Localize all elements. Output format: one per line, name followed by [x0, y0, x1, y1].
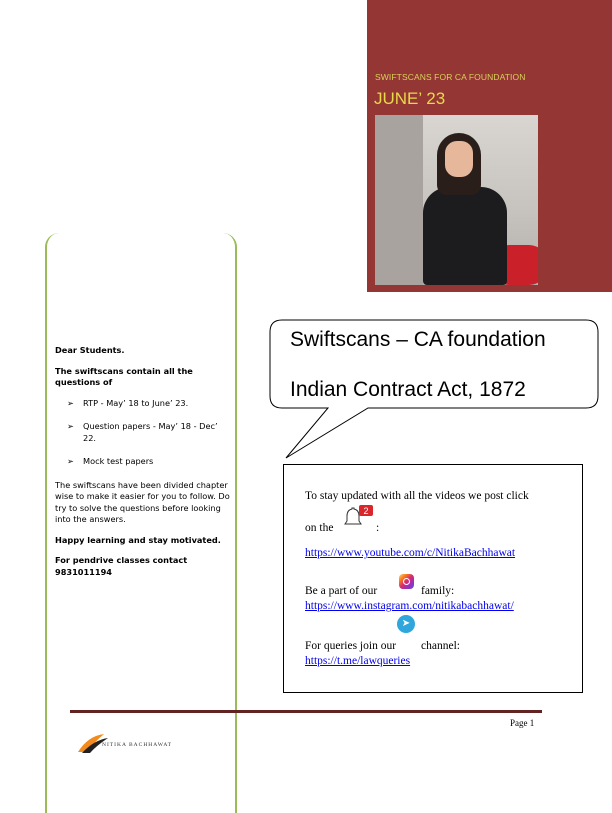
- svg-text:2: 2: [363, 506, 369, 516]
- footer-rule: [70, 710, 542, 713]
- logo-text: NITIKA BACHHAWAT: [102, 742, 173, 748]
- bullet-list: [55, 398, 231, 468]
- list-item: ➢ Mock test papers: [67, 456, 154, 466]
- instagram-suffix: family:: [421, 585, 455, 597]
- colon: :: [376, 522, 380, 534]
- intro: The swiftscans contain all the questions of: [55, 365, 193, 387]
- youtube-link[interactable]: https://www.youtube.com/c/NitikaBachhawat: [305, 547, 516, 559]
- instagram-prefix: Be a part of our: [305, 585, 378, 597]
- contact-label: For pendrive classes contact: [55, 555, 188, 565]
- bell-icon: [342, 505, 376, 527]
- arrow-bullet-icon: ➢: [67, 397, 74, 408]
- sidebar-text: [55, 345, 231, 587]
- arrow-bullet-icon: ➢: [67, 421, 74, 431]
- instagram-icon: [399, 574, 414, 589]
- cover-subtitle: SWIFTSCANS FOR CA FOUNDATION: [375, 72, 526, 82]
- youtube-prompt: To stay updated with all the videos we post click: [305, 490, 529, 502]
- bubble-title: Swiftscans – CA foundation: [290, 328, 546, 351]
- author-photo: [375, 115, 538, 285]
- contact-number: 9831011194: [55, 566, 112, 577]
- page-number: Page 1: [510, 718, 535, 728]
- telegram-icon: ➤: [397, 615, 415, 633]
- body-text: The swiftscans have been divided chapter wise to make it easier for you to follow. Do try to solve the questions before looking into the answers.: [55, 479, 230, 524]
- contact: [55, 555, 231, 578]
- arrow-bullet-icon: ➢: [67, 456, 74, 466]
- telegram-link[interactable]: https://t.me/lawqueries: [305, 655, 411, 667]
- closing-text: Happy learning and stay motivated.: [55, 534, 221, 545]
- bubble-subtitle: Indian Contract Act, 1872: [290, 378, 526, 401]
- greeting: Dear Students.: [55, 345, 125, 355]
- telegram-suffix: channel:: [421, 640, 460, 652]
- cover-block: [367, 0, 612, 292]
- sidebar: [45, 233, 237, 813]
- youtube-on-the: on the: [305, 522, 334, 534]
- list-item: ➢ Question papers - May’ 18 - Dec’ 22.: [67, 421, 218, 443]
- instagram-link[interactable]: https://www.instagram.com/nitikabachhawat/: [305, 600, 514, 612]
- info-box: [283, 464, 583, 693]
- telegram-prefix: For queries join our: [305, 640, 397, 652]
- list-item: ➢ RTP - May’ 18 to June’ 23.: [67, 397, 189, 408]
- cover-title: JUNE’ 23: [374, 89, 446, 108]
